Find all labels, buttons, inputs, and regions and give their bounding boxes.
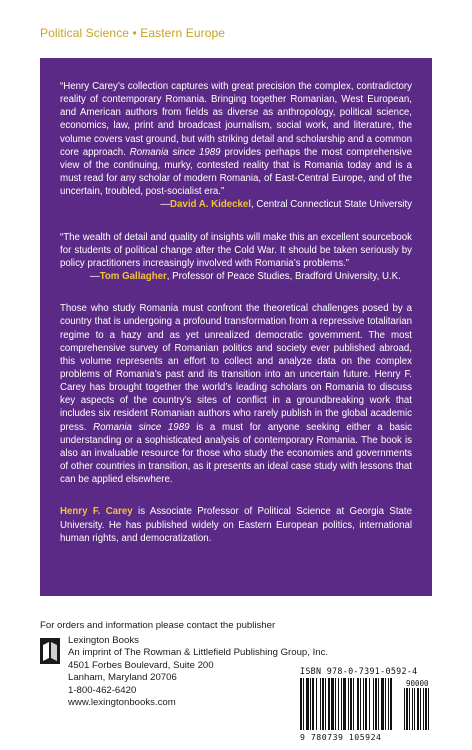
category-label: Political Science • Eastern Europe [40, 26, 226, 40]
barcode-bar [328, 678, 330, 730]
publisher-name: Lexington Books [68, 634, 139, 646]
publisher-address-1: 4501 Forbes Boulevard, Suite 200 [68, 659, 214, 671]
barcode-addon-bar [420, 688, 421, 730]
publisher-imprint: An imprint of The Rowman & Littlefield Publishing Group, Inc. [68, 647, 329, 658]
barcode-bar [353, 678, 354, 730]
barcode-bar [306, 678, 309, 730]
barcode-addon-bar [404, 688, 405, 730]
barcode-bar [343, 678, 346, 730]
barcode-bar [312, 678, 314, 730]
barcode-bar [325, 678, 326, 730]
book-description: Those who study Romania must confront the theoretical challenges posed by a country that is undergoing a profound transformation from a repressive totalitarian regime to a hazy and as yet unrealized democratic government. The most comprehensive survey of Romanian politics and society ever published abroad, this volume represents an effort to collect and analyze data on the complex problems of Romania’s past and its transition into an uncertain future. Henry F. Carey has brought together the world’s leading scholars on Romania to discuss key aspects of the country’s sites of conflict in a groundbreaking work that includes six resident Romanian authors who rarely publish in the global academic press. Romania since 1989 is a must for anyone seeking either a basic understanding or a sophisticated analysis of contemporary Romania. The book is also an invaluable resource for those who study the economies and governments of other countries in transition, as it presents an ideal case study with lessons that can be applied elsewhere. [60, 303, 412, 486]
barcode-addon-bar [409, 688, 410, 730]
publisher-phone: 1-800-462-6420 [68, 684, 137, 696]
reviewer-name: Tom Gallagher [99, 271, 167, 283]
barcode-bar [322, 678, 324, 730]
barcode-bar [350, 678, 352, 730]
barcode-bar [378, 678, 379, 730]
barcode-bar [360, 678, 361, 730]
reviewer-name: David A. Kideckel [170, 199, 251, 211]
review-attribution-1: —David A. Kideckel, Central Connecticut State University [160, 199, 412, 211]
barcode-bar [363, 678, 364, 730]
barcode-addon-bar [428, 688, 429, 730]
barcode-number: 9 780739 105924 [300, 732, 382, 742]
review-attribution-2: —Tom Gallagher, Professor of Peace Studies, Bradford University, U.K. [90, 271, 401, 283]
barcode-icon [300, 678, 436, 732]
barcode-bar [316, 678, 317, 730]
barcode-addon-bar [425, 688, 427, 730]
isbn-label: ISBN 978-0-7391-0592-4 [300, 666, 418, 676]
author-name: Henry F. Carey [60, 506, 133, 518]
barcode-bar [320, 678, 321, 730]
barcode-bar [357, 678, 359, 730]
barcode-bar [310, 678, 311, 730]
author-bio: Henry F. Carey is Associate Professor of Political Science at Georgia State University. He has published widely on Eastern European politics, international human rights, and democratization. [60, 506, 412, 544]
barcode-bar [303, 678, 304, 730]
book-title: Romania since 1989 [93, 421, 190, 433]
review-quote-1: “Henry Carey’s collection captures with great precision the complex, contradictory reality of contemporary Romania. Bringing together Romanian, West European, and American authors from fields as diverse as anthropology, political science, economics, law, print and broadcast journalism, social work, and literature, the volume covers vast ground, but with striking detail and scholarship and a common core approach. Romania since 1989 provides perhaps the most comprehensive view of the continuing, murky, contested reality that is Romania today and is a must read for any scholar of modern Romania, of East-Central Europe, and of the uncertain, troubled, post-socialist era.” [60, 81, 412, 198]
book-title: Romania since 1989 [129, 146, 221, 158]
barcode-bar [300, 678, 302, 730]
publisher-address-2: Lanham, Maryland 20706 [68, 672, 177, 683]
publisher-website: www.lexingtonbooks.com [68, 697, 176, 708]
review-quote-2: “The wealth of detail and quality of insights will make this an excellent sourcebook for students of political change after the Cold War. It should be taken seriously by policy practitioners increasingly involved with Romania’s problems.” [60, 231, 412, 269]
barcode-bar [385, 678, 386, 730]
barcode-bar [335, 678, 336, 730]
barcode-addon-bar [414, 688, 415, 730]
publisher-info [40, 620, 328, 710]
barcode-bar [375, 678, 377, 730]
barcode-bar [365, 678, 367, 730]
back-cover-panel [40, 58, 432, 596]
barcode-bar [381, 678, 384, 730]
barcode-bar [369, 678, 370, 730]
barcode-addon-bar [406, 688, 408, 730]
barcode-bar [373, 678, 374, 730]
barcode-addon-bar [417, 688, 419, 730]
barcode-bar [388, 678, 389, 730]
barcode-addon-bar [423, 688, 424, 730]
barcode-addon-bar [412, 688, 413, 730]
publisher-logo-icon [40, 638, 60, 664]
orders-line: For orders and information please contact the publisher [40, 620, 276, 631]
barcode-bar [338, 678, 339, 730]
barcode-block [300, 666, 436, 742]
barcode-bar [348, 678, 349, 730]
barcode-bar [341, 678, 342, 730]
barcode-bar [331, 678, 334, 730]
barcode-bar [390, 678, 392, 730]
barcode-addon-number: 90000 [406, 679, 429, 688]
